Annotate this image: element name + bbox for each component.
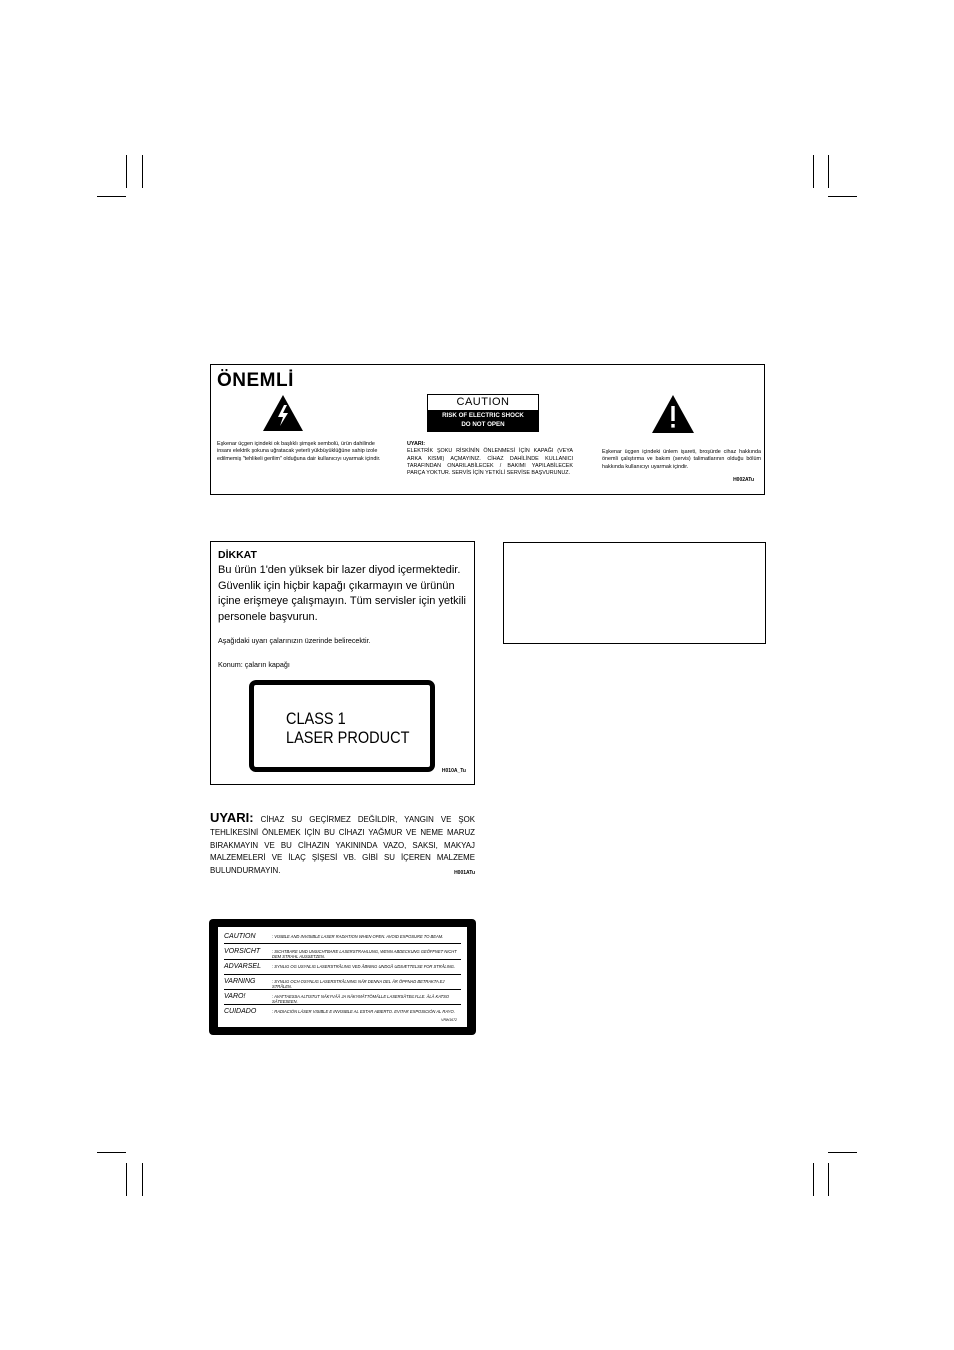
lightning-description: Eşkenar üçgen içindeki ok başlıklı şimşek sembolü, ürün dahilinde insanı elektrik şokuna uğratacak yeterli yükbüyüklüğüne sahip izole edilmemiş "tehlikeli gerilim" olduğuna dair kullanıcıyı uyarmak içindir. <box>217 441 381 462</box>
crop-mark <box>813 155 814 188</box>
crop-mark <box>142 1163 143 1196</box>
crop-mark <box>142 155 143 188</box>
class-line: CLASS 1 <box>286 710 346 728</box>
crop-mark <box>828 1152 857 1153</box>
crop-mark <box>97 1152 126 1153</box>
shock-warning-text <box>407 441 573 477</box>
laser-caution-title: DİKKAT <box>218 549 257 561</box>
caution-label-line1: RISK OF ELECTRIC SHOCK <box>442 412 524 419</box>
water-warning-text: CİHAZ SU GEÇİRMEZ DEĞİLDİR, YANGIN VE ŞOK TEHLİKESİNİ ÖNLEMEK İÇİN BU CİHAZI YAĞMUR VE NEME MARUZ BIRAKMAYIN VE BU CİHAZIN YAKININDA VAZO, SAKSI, MAKYAJ MALZEMELERİ VE İLAÇ ŞİŞESİ VB. GİBİ SU İÇEREN MALZEME BULUNDURMAYIN. <box>210 815 475 876</box>
label-description: : SICHTBARE UND UNSICHTBARE LASERSTRAHLUNG, WENN ABDECKUNG GEÖFFNET NICHT DEM STRAHL AUSSETZEN. <box>272 949 457 959</box>
row-divider <box>224 1004 461 1005</box>
label-language: ADVARSEL <box>224 963 261 970</box>
caution-label-line2: DO NOT OPEN <box>461 420 505 428</box>
crop-mark <box>126 155 127 188</box>
laser-caution-box <box>210 541 475 785</box>
label-description: : SYNLIG OG USYNLIG LASERSTRÅLING VED ÅBNING UNDGÅ UDSÆTTELSE FOR STRÅLING. <box>272 964 456 969</box>
label-description: : RADIACIÓN LÁSER VISIBLE E INVISIBLE AL ESTAR ABIERTO. EVITAR EXPOSICIÓN AL RAYO. <box>272 1009 455 1014</box>
crop-mark <box>813 1163 814 1196</box>
shock-warning-head: UYARI: <box>407 441 426 447</box>
label-location-note: Aşağıdaki uyarı çalarınızın üzerinde belirecektir. <box>218 636 371 645</box>
multilingual-laser-label <box>209 919 476 1035</box>
row-divider <box>224 989 461 990</box>
row-divider <box>224 943 461 944</box>
crop-mark <box>828 1163 829 1196</box>
label-language: CAUTION <box>224 933 256 940</box>
lightning-warning-icon <box>263 395 303 431</box>
row-divider <box>224 959 461 960</box>
caution-label-heading: CAUTION <box>456 396 510 408</box>
label-position-note: Konum: çaların kapağı <box>218 660 290 669</box>
label-language: VARNING <box>224 978 256 985</box>
reference-code: H010A_Tu <box>441 768 466 774</box>
laser-product-line: LASER PRODUCT <box>286 729 410 747</box>
reference-code: H002ATu <box>733 477 754 483</box>
class1-laser-label <box>249 680 435 772</box>
exclamation-description: Eşkenar üçgen içindeki ünlem işareti, broşürde cihaz hakkında önemli çalıştırma ve bakım (servis) talimatlarının olduğu bölüm hakkında kullanıcıyı uyarmak içindir. <box>602 449 761 470</box>
electric-shock-caution-label <box>427 394 539 432</box>
multilingual-label-panel <box>218 927 467 1027</box>
label-description: : SYNLIG OCH OSYNLIG LASERSTRÅLNING NÄR DENNA DEL ÄR ÖPPNAD BETRAKTA EJ STRÅLEN. <box>272 979 445 989</box>
label-language: VARO! <box>224 993 246 1000</box>
label-language: CUIDADO <box>224 1008 257 1015</box>
label-description: : VISIBLE AND INVISIBLE LASER RADIATION WHEN OPEN. AVOID EXPOSURE TO BEAM. <box>272 934 444 939</box>
caution-label-warning <box>428 410 538 431</box>
class1-label-text <box>286 710 409 748</box>
reference-code: VRW1672 <box>441 1018 457 1022</box>
label-description: : AVATTAESSA ALTISTUT NÄKYVÄÄ JA NÄKYMÄTTÖMÄLLE LASERSÄTEILYLLE. ÄLÄ KATSO SÄTEESEEN. <box>272 994 450 1004</box>
label-language: VORSICHT <box>224 948 261 955</box>
shock-warning-body: ELEKTRİK ŞOKU RİSKİNİN ÖNLENMESİ İÇİN KAPAĞI (VEYA ARKA KISMI) AÇMAYINIZ. CİHAZ DAHİLİNDE KULLANICI TARAFINDAN ONARILABİLECEK / BAKIMI YAPILABİLECEK PARÇA YOKTUR. SERVİS İÇİN YETKİLİ SERVİSE BAŞVURUNUZ. <box>407 448 573 477</box>
exclamation-warning-icon <box>652 395 694 433</box>
water-warning-lead: UYARI: <box>210 810 254 825</box>
crop-mark <box>126 1163 127 1196</box>
laser-caution-body: Bu ürün 1'den yüksek bir lazer diyod içermektedir. Güvenlik için hiçbir kapağı çıkarmayın ve ürünün içine erişmeye çalışmayın. Tüm servisler için yetkili personele başvurun. <box>218 564 466 623</box>
water-warning <box>210 812 475 880</box>
reference-code: H001ATu <box>454 870 475 877</box>
important-notice-box <box>210 364 765 495</box>
crop-mark <box>97 196 126 197</box>
empty-box <box>503 542 766 644</box>
important-title: ÖNEMLİ <box>217 370 294 391</box>
row-divider <box>224 974 461 975</box>
crop-mark <box>828 155 829 188</box>
crop-mark <box>828 196 857 197</box>
